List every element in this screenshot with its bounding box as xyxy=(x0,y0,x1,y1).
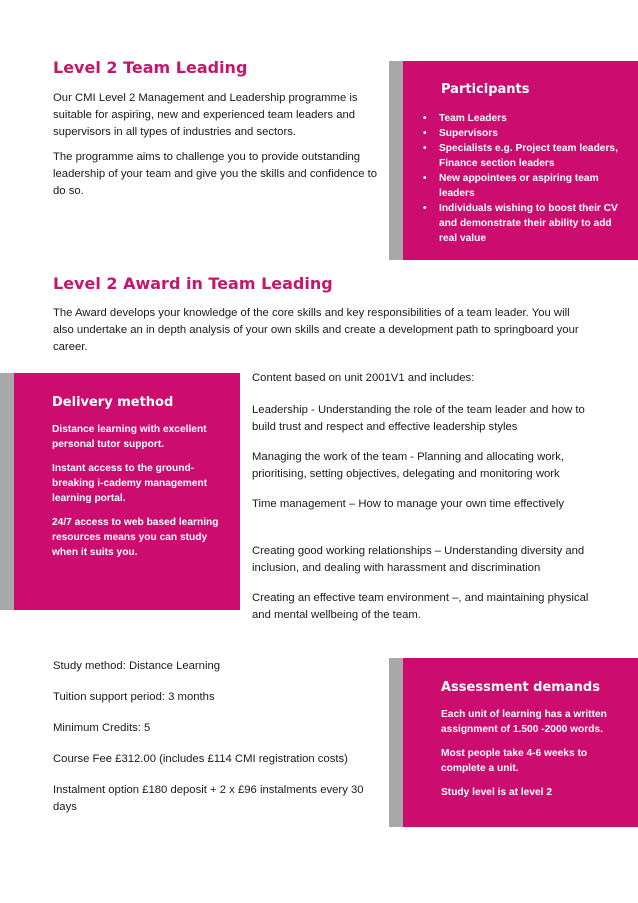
intro-text xyxy=(53,90,383,208)
delivery-text-2: Instant access to the ground-breaking i-cademy management learning portal. xyxy=(52,463,208,504)
bullet-icon: • xyxy=(423,128,427,139)
participants-heading: Participants xyxy=(441,82,530,97)
participant-item: • Individuals wishing to boost their CV and demonstrate their ability to add real value xyxy=(423,203,618,244)
content-list xyxy=(252,370,602,632)
participant-item: • Specialists e.g. Project team leaders, Finance section leaders xyxy=(423,143,618,169)
content-item: Creating an effective team environment –, and maintaining physical and mental wellbeing of the team. xyxy=(252,592,589,621)
bullet-icon: • xyxy=(423,203,427,214)
content-item: Managing the work of the team - Planning and allocating work, prioritising, setting objectives, delegating and monitoring work xyxy=(252,451,565,480)
bullet-icon: • xyxy=(423,173,427,184)
assessment-text-3: Study level is at level 2 xyxy=(441,787,552,798)
instalment-option: Instalment option £180 deposit + 2 x £96 instalments every 30 days xyxy=(53,784,364,813)
intro-paragraph-1: Our CMI Level 2 Management and Leadership programme is suitable for aspiring, new and experienced team leaders and supervisors in all types of industries and sectors. xyxy=(53,92,358,138)
delivery-box xyxy=(0,373,240,610)
participants-list xyxy=(421,111,628,246)
award-description: The Award develops your knowledge of the core skills and key responsibilities of a team leader. You will also undertake an in depth analysis of your own skills and create a development path to springboard your career. xyxy=(53,307,579,353)
study-method: Study method: Distance Learning xyxy=(53,660,221,672)
content-item: Creating good working relationships – Understanding diversity and inclusion, and dealing with harassment and discrimination xyxy=(252,545,585,574)
content-item: Leadership - Understanding the role of the team leader and how to build trust and respect and effective leadership styles xyxy=(252,404,585,433)
participant-item: • Supervisors xyxy=(423,128,498,139)
delivery-heading: Delivery method xyxy=(52,395,174,410)
assessment-heading: Assessment demands xyxy=(441,680,600,695)
assessment-box xyxy=(389,658,638,827)
content-intro: Content based on unit 2001V1 and includes: xyxy=(252,372,475,384)
intro-paragraph-2: The programme aims to challenge you to provide outstanding leadership of your team and give you the skills and confidence to do so. xyxy=(53,151,378,197)
delivery-text-3: 24/7 access to web based learning resources means you can study when it suits you. xyxy=(52,517,219,558)
minimum-credits: Minimum Credits: 5 xyxy=(53,722,151,734)
bullet-icon: • xyxy=(423,113,427,124)
participant-item: • Team Leaders xyxy=(423,113,507,124)
participant-item: • New appointees or aspiring team leaders xyxy=(423,173,599,199)
participants-box xyxy=(389,61,638,260)
bullet-icon: • xyxy=(423,143,427,154)
assessment-text-2: Most people take 4-6 weeks to complete a unit. xyxy=(441,748,588,774)
tuition-period: Tuition support period: 3 months xyxy=(53,691,215,703)
course-fee: Course Fee £312.00 (includes £114 CMI registration costs) xyxy=(53,753,348,765)
delivery-text-1: Distance learning with excellent personal tutor support. xyxy=(52,424,207,450)
content-item: Time management – How to manage your own time effectively xyxy=(252,498,565,510)
section-title-team-leading: Level 2 Team Leading xyxy=(53,58,248,77)
section-title-award: Level 2 Award in Team Leading xyxy=(53,274,333,293)
assessment-text-1: Each unit of learning has a written assignment of 1.500 -2000 words. xyxy=(441,709,607,735)
study-details xyxy=(53,658,373,824)
